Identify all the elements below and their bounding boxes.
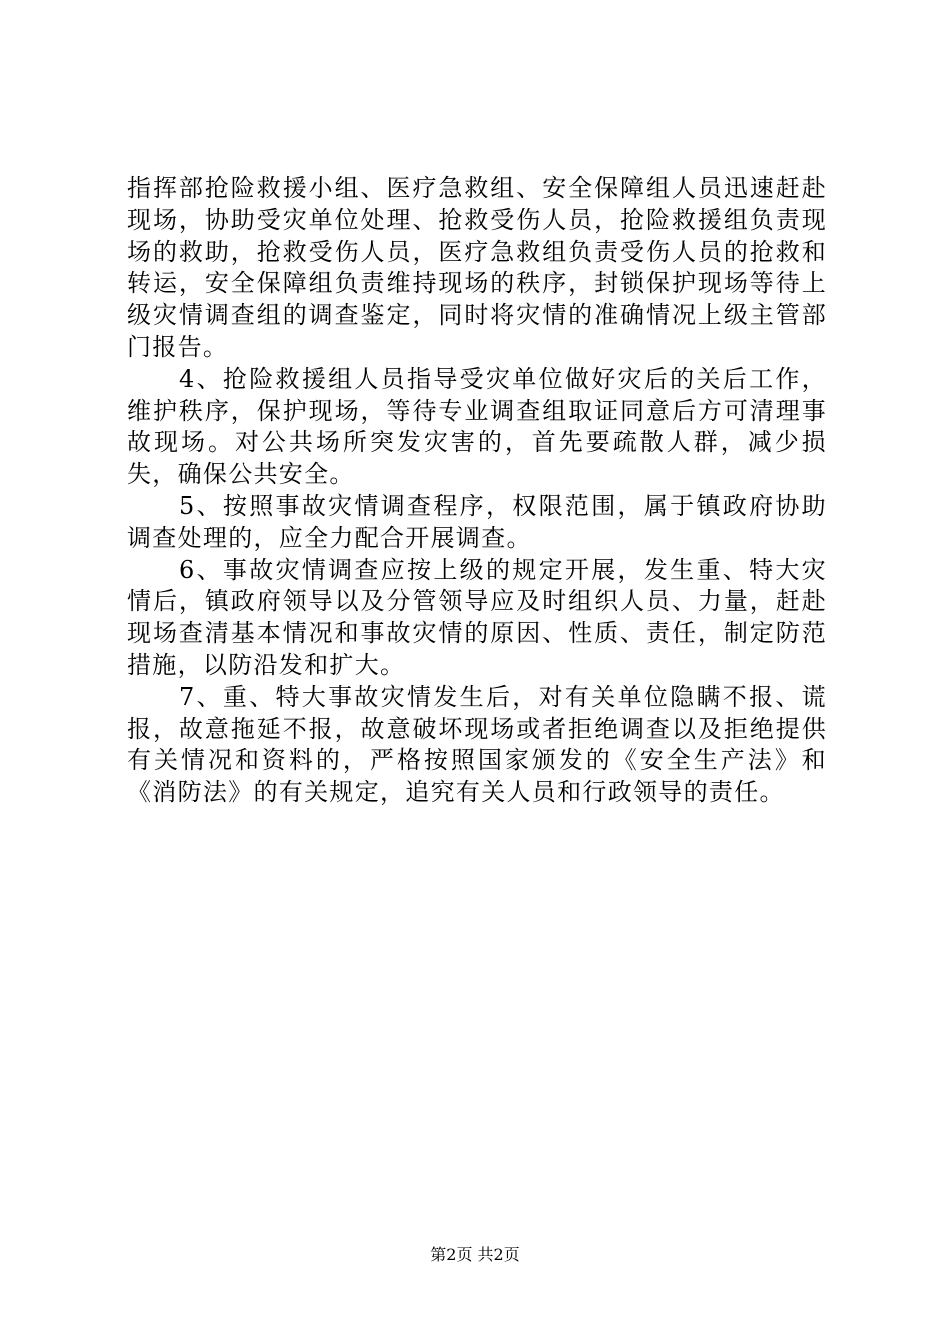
paragraph-item-6: 6、事故灾情调查应按上级的规定开展，发生重、特大灾情后，镇政府领导以及分管领导应及时组织人员、力量，赶赴现场查清基本情况和事故灾情的原因、性质、责任，制定防范措施，以防沿发和扩大。 bbox=[127, 555, 827, 679]
paragraph-item-5: 5、按照事故灾情调查程序，权限范围，属于镇政府协助调查处理的，应全力配合开展调查。 bbox=[127, 491, 827, 552]
document-body bbox=[127, 173, 827, 809]
paragraph-item-4: 4、抢险救援组人员指导受灾单位做好灾后的关后工作，维护秩序，保护现场，等待专业调查组取证同意后方可清理事故现场。对公共场所突发灾害的，首先要疏散人群，减少损失，确保公共安全。 bbox=[127, 364, 827, 489]
paragraph-continuation: 指挥部抢险救援小组、医疗急救组、安全保障组人员迅速赶赴现场，协助受灾单位处理、抢救受伤人员，抢险救援组负责现场的救助，抢救受伤人员，医疗急救组负责受伤人员的抢救和转运，安全保障组负责维持现场的秩序，封锁保护现场等待上级灾情调查组的调查鉴定，同时将灾情的准确情况上级主管部门报告。 bbox=[127, 174, 827, 361]
page-number-footer: 第2页 共2页 bbox=[430, 1245, 520, 1264]
paragraph-item-7: 7、重、特大事故灾情发生后，对有关单位隐瞒不报、谎报，故意拖延不报，故意破坏现场或者拒绝调查以及拒绝提供有关情况和资料的，严格按照国家颁发的《安全生产法》和《消防法》的有关规定，追究有关人员和行政领导的责任。 bbox=[127, 682, 827, 807]
